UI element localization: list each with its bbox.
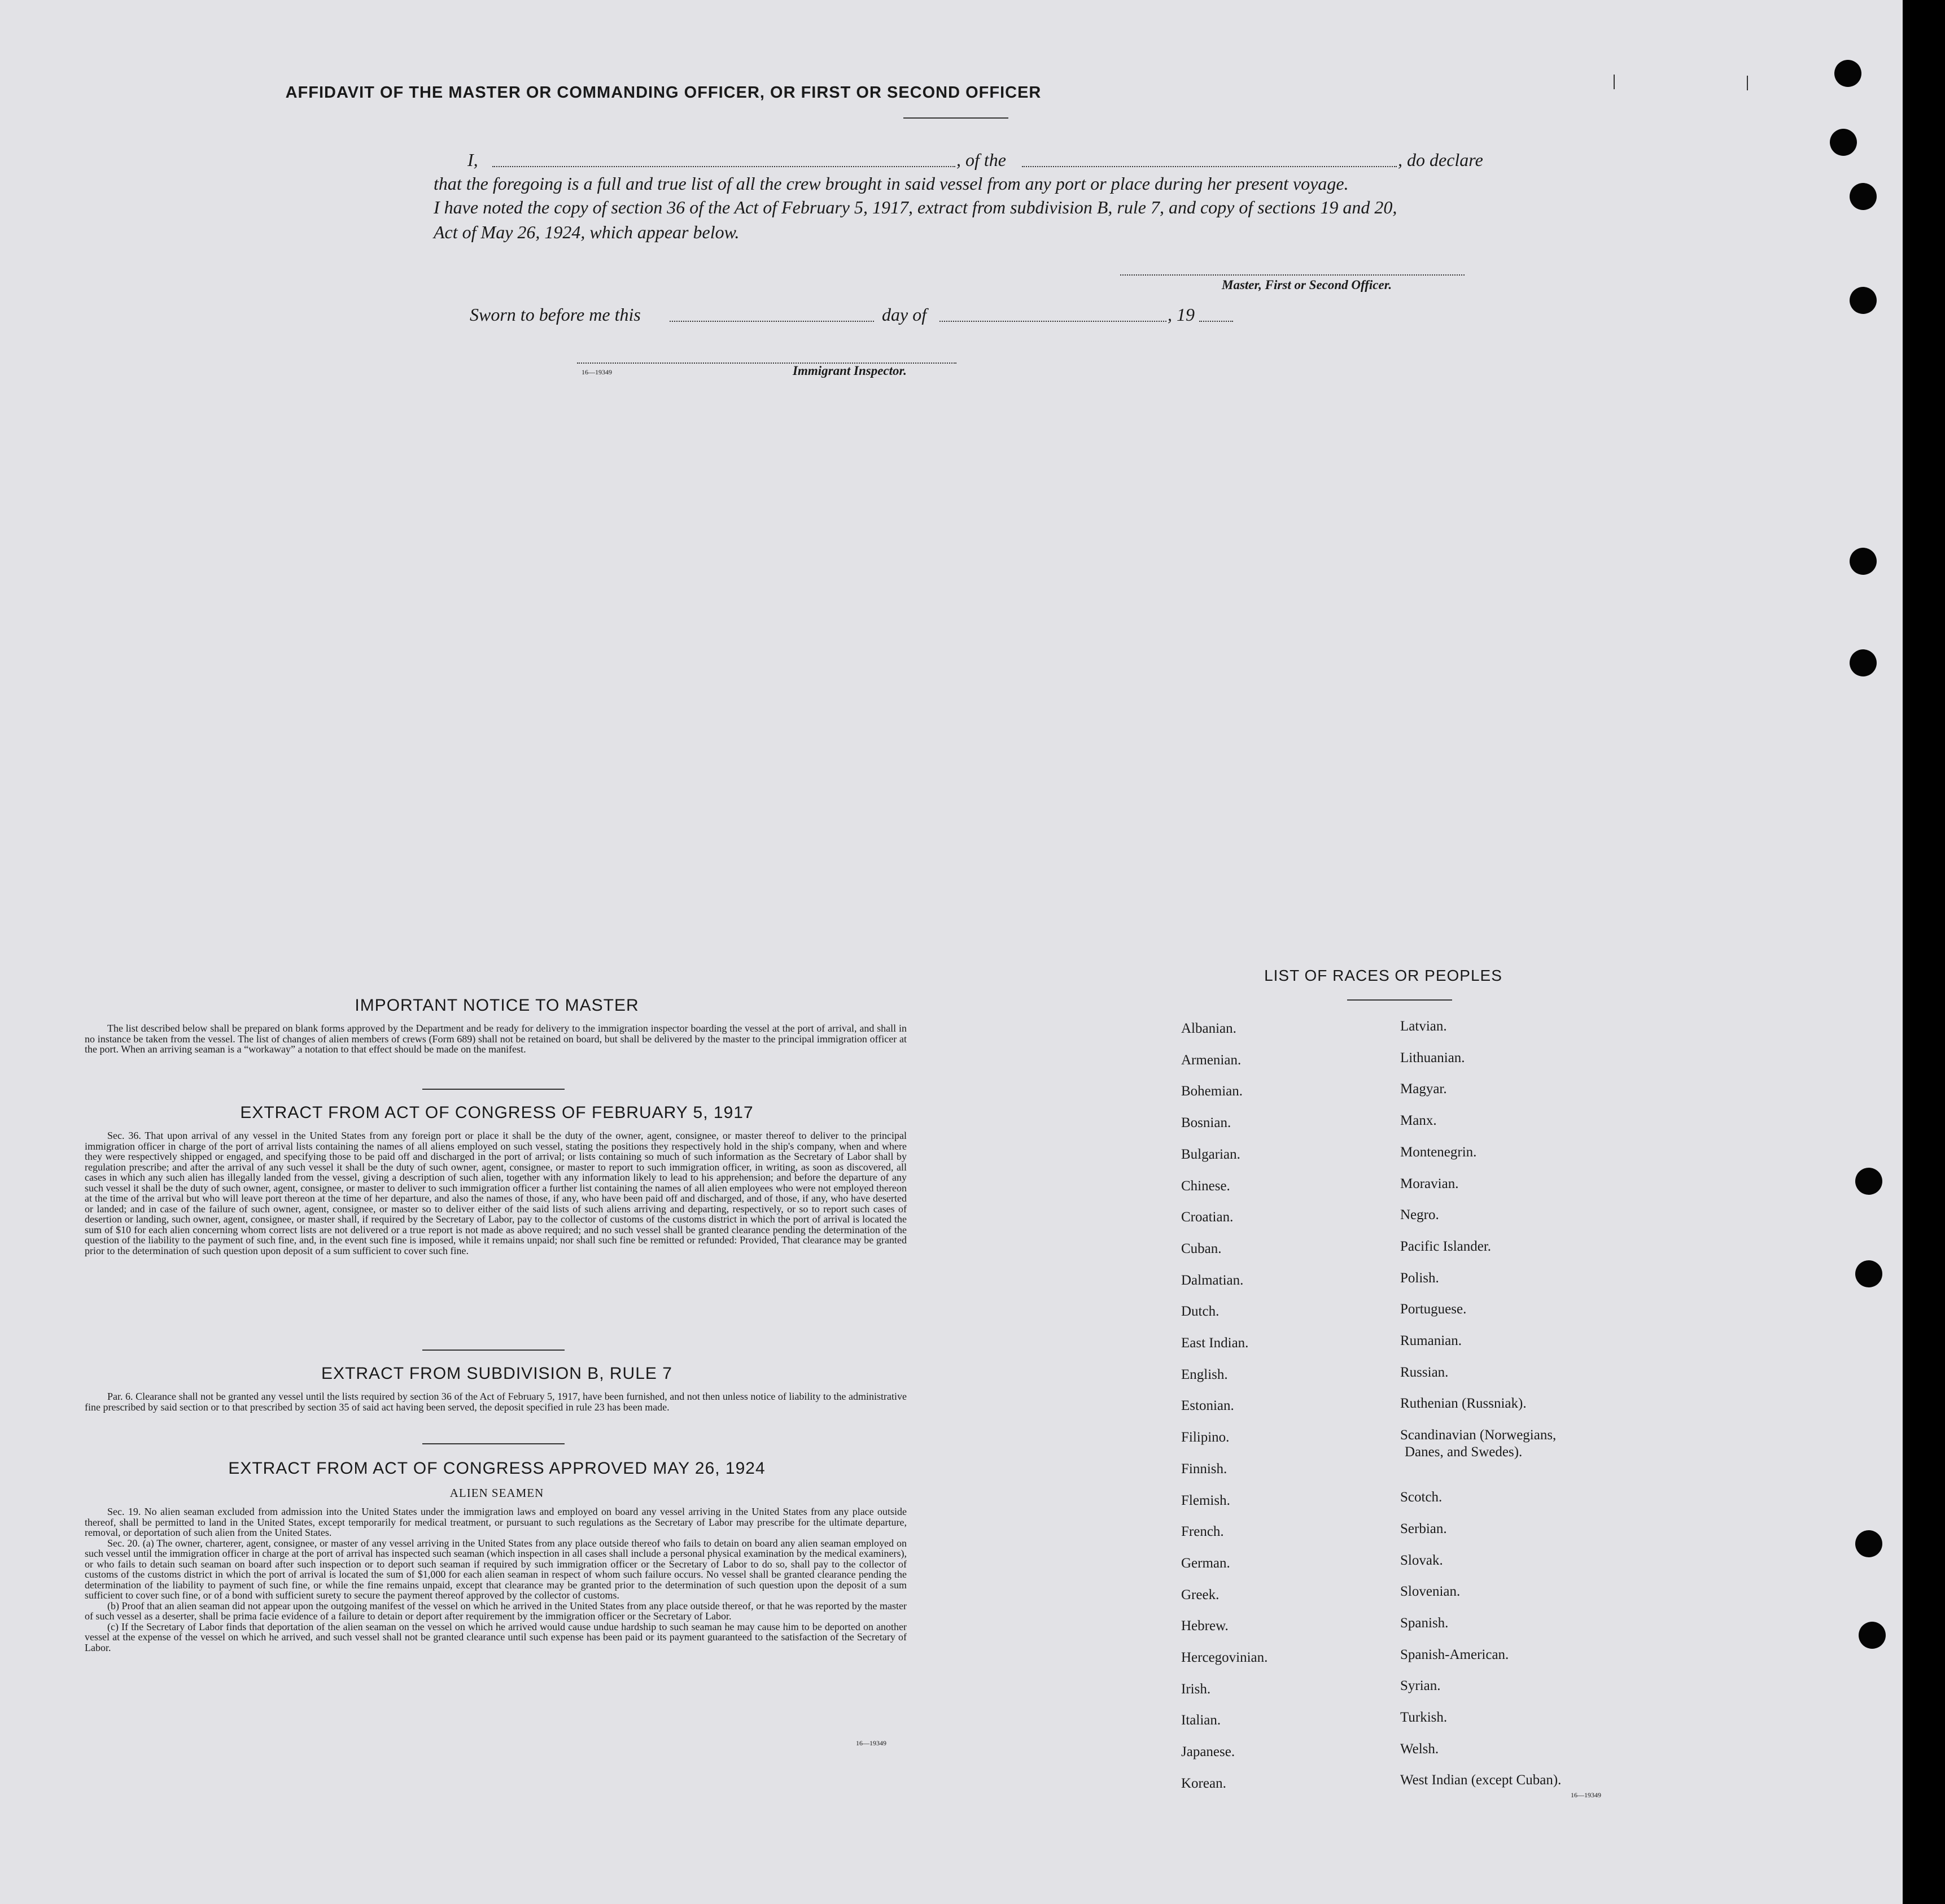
race-item: French. (1181, 1524, 1224, 1540)
race-item: Bulgarian. (1181, 1146, 1240, 1162)
signature-label: Master, First or Second Officer. (1222, 278, 1392, 292)
punch-hole (1850, 183, 1877, 210)
notice-title: IMPORTANT NOTICE TO MASTER (355, 996, 639, 1015)
races-title: LIST OF RACES OR PEOPLES (1264, 967, 1502, 984)
race-item: English. (1181, 1366, 1228, 1382)
form-number: 16—19349 (582, 368, 612, 376)
section-divider (422, 1350, 565, 1351)
race-item: Portuguese. (1400, 1302, 1467, 1317)
race-item: Scandinavian (Norwegians, (1400, 1427, 1557, 1443)
race-item: Filipino. (1181, 1430, 1230, 1446)
race-item: Slovak. (1400, 1552, 1443, 1568)
race-item: German. (1181, 1555, 1230, 1571)
race-item: Latvian. (1400, 1019, 1447, 1034)
race-item: Serbian. (1400, 1521, 1447, 1536)
affidavit-line1-mid: , of the (956, 150, 1006, 170)
punch-hole (1859, 1622, 1886, 1649)
race-item: Chinese. (1181, 1178, 1230, 1194)
race-item: Albanian. (1181, 1021, 1236, 1036)
name-blank[interactable] (492, 166, 955, 167)
affidavit-title: AFFIDAVIT OF THE MASTER OR COMMANDING OFFICER, OR FIRST OR SECOND OFFICER (285, 84, 1042, 102)
extract-1917-title: EXTRACT FROM ACT OF CONGRESS OF FEBRUARY 5, 1917 (240, 1103, 754, 1122)
race-item: Moravian. (1400, 1176, 1459, 1191)
alien-seamen-subtitle: ALIEN SEAMEN (449, 1486, 544, 1500)
race-item: Finnish. (1181, 1461, 1227, 1477)
races-title-underline (1347, 999, 1452, 1001)
punch-hole (1855, 1260, 1882, 1287)
race-item: Croatian. (1181, 1209, 1234, 1225)
race-item: Lithuanian. (1400, 1050, 1465, 1065)
sec20a-text: Sec. 20. (a) The owner, charterer, agent, consignee, or master of any vessel arriving in the United States from any place outside thereof who fails to detain on board any alien seaman employed on such vessel until the immigration officer in charge at the port of arrival has inspected such seaman (which inspection in all cases shall include a personal physical examination by the medical examiners), or who fails to detain such seaman on board after such inspection or to deport such seaman if required by such immigration officer or the Secretary of Labor to do so, shall pay to the collector of customs of the customs district in which the port of arrival is located the sum of $1,000 for each alien seaman in respect of whom such failure occurs. No vessel shall be granted clearance pending the determination of the liability to payment of such fine, or while the fine remains unpaid, except that clearance may be granted prior to the determination of such question upon the deposit of a sum sufficient to cover such fine, or of a bond with sufficient surety to secure the payment thereof approved by the collector of customs. (85, 1537, 907, 1601)
race-item: Danes, and Swedes). (1405, 1444, 1523, 1460)
day-blank[interactable] (670, 321, 874, 322)
sec20b-text: (b) Proof that an alien seaman did not appear upon the outgoing manifest of the vessel on which he arrived in the United States from any place outside thereof, or that he was reported by the master of such vessel as a deserter, shall be prima facie evidence of a failure to detain or deport after requirement by the immigration officer or the Secretary of Labor. (85, 1600, 907, 1622)
title-underline (903, 117, 1008, 119)
race-item: Irish. (1181, 1681, 1211, 1697)
section-divider (422, 1443, 565, 1444)
sworn-day-label: day of (882, 304, 927, 325)
sec19-text: Sec. 19. No alien seaman excluded from admission into the United States under the immigration laws and employed on board any vessel arriving in the United States from any place outside thereof, shall be permitted to land in the United States, except temporarily for medical treatment, or pursuant to such regulations as the Secretary of Labor may prescribe for the ultimate departure, removal, or deportation of such alien from the United States. (85, 1506, 907, 1538)
punch-hole (1855, 1530, 1882, 1557)
affidavit-line2: that the foregoing is a full and true list of all the crew brought in said vessel from any port or place during her present voyage. (434, 173, 1349, 194)
form-number: 16—19349 (856, 1739, 886, 1747)
race-item: Hercegovinian. (1181, 1650, 1268, 1665)
race-item: Spanish. (1400, 1615, 1449, 1631)
punch-hole (1850, 548, 1877, 575)
race-item: Russian. (1400, 1364, 1449, 1380)
race-item: Turkish. (1400, 1710, 1448, 1725)
extract-rule7-title: EXTRACT FROM SUBDIVISION B, RULE 7 (321, 1364, 672, 1383)
affidavit-line4: Act of May 26, 1924, which appear below. (434, 222, 740, 242)
race-item: Ruthenian (Russniak). (1400, 1396, 1527, 1412)
race-item: Hebrew. (1181, 1618, 1229, 1634)
affidavit-line1-start: I, (467, 150, 478, 170)
pencil-mark (1747, 76, 1748, 90)
race-item: Manx. (1400, 1113, 1437, 1129)
race-item: Montenegrin. (1400, 1144, 1477, 1160)
affidavit-line1-end: , do declare (1398, 150, 1483, 170)
race-item: Armenian. (1181, 1052, 1242, 1068)
sec20c-text: (c) If the Secretary of Labor finds that deportation of the alien seaman on the vessel on which he arrived would cause undue hardship to such seaman he may cause him to be deported on another vessel at the expense of the vessel on which he arrived, and such vessel shall not be granted clearance until such expense has been paid or its payment guaranteed to the satisfaction of the Secretary of Labor. (85, 1621, 907, 1653)
signature-blank[interactable] (1120, 274, 1465, 276)
extract-1924-body (85, 1506, 907, 1653)
race-item: Cuban. (1181, 1241, 1222, 1256)
race-item: Bosnian. (1181, 1115, 1231, 1131)
race-item: Negro. (1400, 1207, 1439, 1223)
punch-hole (1834, 60, 1861, 87)
race-item: Syrian. (1400, 1678, 1441, 1694)
race-item: Scotch. (1400, 1490, 1443, 1505)
section-divider (422, 1089, 565, 1090)
year-blank[interactable] (1199, 321, 1233, 322)
punch-hole (1855, 1168, 1882, 1195)
extract-1924-title: EXTRACT FROM ACT OF CONGRESS APPROVED MAY 26, 1924 (228, 1459, 766, 1478)
form-number: 16—19349 (1571, 1791, 1601, 1799)
race-item: Estonian. (1181, 1398, 1234, 1414)
race-item: Welsh. (1400, 1741, 1439, 1757)
race-item: East Indian. (1181, 1335, 1249, 1351)
affidavit-line3: I have noted the copy of section 36 of the Act of February 5, 1917, extract from subdivision B, rule 7, and copy of sections 19 and 20, (434, 197, 1397, 217)
race-item: Slovenian. (1400, 1584, 1461, 1600)
pencil-mark (1614, 75, 1615, 89)
month-blank[interactable] (939, 321, 1166, 322)
notice-text: The list described below shall be prepared on blank forms approved by the Department and be ready for delivery to the immigration inspector boarding the vessel at the port of arrival, and shall in no instance be taken from the vessel. The list of changes of alien members of crews (Form 689) shall not be retained on board, but shall be delivered by the master to the principal immigration officer at the port. When an arriving seaman is a “workaway” a notation to that effect should be made on the manifest. (85, 1023, 907, 1055)
race-item: Italian. (1181, 1713, 1221, 1728)
race-item: Pacific Islander. (1400, 1238, 1492, 1254)
extract-1917-text: Sec. 36. That upon arrival of any vessel in the United States from any foreign port or place it shall be the duty of the owner, agent, consignee, or master thereof to deliver to the principal immigration officer in charge of the port of arrival lists containing the names of all aliens employed on such vessel, stating the positions they respectively hold in the ship's company, when and where they were respectively shipped or engaged, and specifying those to be paid off and discharged in the port of arrival; or lists containing so much of such information as the Secretary of Labor shall by regulation prescribe; and after the arrival of any such vessel it shall be the duty of such owner, agent, consignee, or master to report to such immigration officer, in writing, as soon as discovered, all cases in which any such alien has illegally landed from the vessel, giving a description of such alien, together with any information likely to lead to his apprehension; and before the departure of any such vessel it shall be the duty of such owner, agent, consignee, or master to deliver to such immigration officer a further list containing the names of all alien employees who were not employed thereon at the time of the arrival but who will leave port thereon at the time of her departure, and also the names of those, if any, who have been paid off and discharged, and of those, if any, who have deserted or landed; and in case of the failure of such owner, agent, consignee, or master so to deliver either of the said lists of such aliens arriving and departing, respectively, or so to report such cases of desertion or landing, such owner, agent, consignee, or master shall, if required by the Secretary of Labor, pay to the collector of customs of the customs district in which the port of arrival is located the sum of $10 for each alien concerning whom correct lists are not delivered or a true report is not made as above required; and no such vessel shall be granted clearance pending the determination of the question of the liability to the payment of such fine, and, in the event such fine is imposed, while it remains unpaid; nor shall such fine be remitted or refunded: Provided, That clearance may be granted prior to the determination of such question upon deposit of a sum sufficient to cover such fine. (85, 1130, 907, 1256)
punch-hole (1850, 649, 1877, 676)
punch-hole (1830, 129, 1857, 156)
extract-rule7-text: Par. 6. Clearance shall not be granted any vessel until the lists required by section 36 of the Act of February 5, 1917, have been furnished, and not then unless notice of liability to the administrative fine prescribed by said section or to that prescribed by section 35 of said act having been served, the deposit specified in rule 23 has been made. (85, 1391, 907, 1413)
race-item: Magyar. (1400, 1081, 1447, 1097)
race-item: Korean. (1181, 1775, 1226, 1791)
race-item: Spanish-American. (1400, 1647, 1509, 1662)
inspector-label: Immigrant Inspector. (793, 364, 907, 378)
sworn-label: Sworn to before me this (470, 304, 641, 325)
race-item: Dalmatian. (1181, 1272, 1244, 1288)
race-item: Greek. (1181, 1587, 1220, 1602)
punch-hole (1850, 287, 1877, 314)
race-item: Rumanian. (1400, 1333, 1462, 1348)
sworn-year-label: , 19 (1168, 304, 1195, 325)
race-item: Japanese. (1181, 1744, 1235, 1760)
race-item: Polish. (1400, 1270, 1439, 1286)
race-item: West Indian (except Cuban). (1400, 1772, 1562, 1788)
vessel-blank[interactable] (1022, 166, 1397, 167)
race-item: Bohemian. (1181, 1084, 1243, 1099)
race-item: Flemish. (1181, 1492, 1230, 1508)
race-item: Dutch. (1181, 1304, 1220, 1320)
